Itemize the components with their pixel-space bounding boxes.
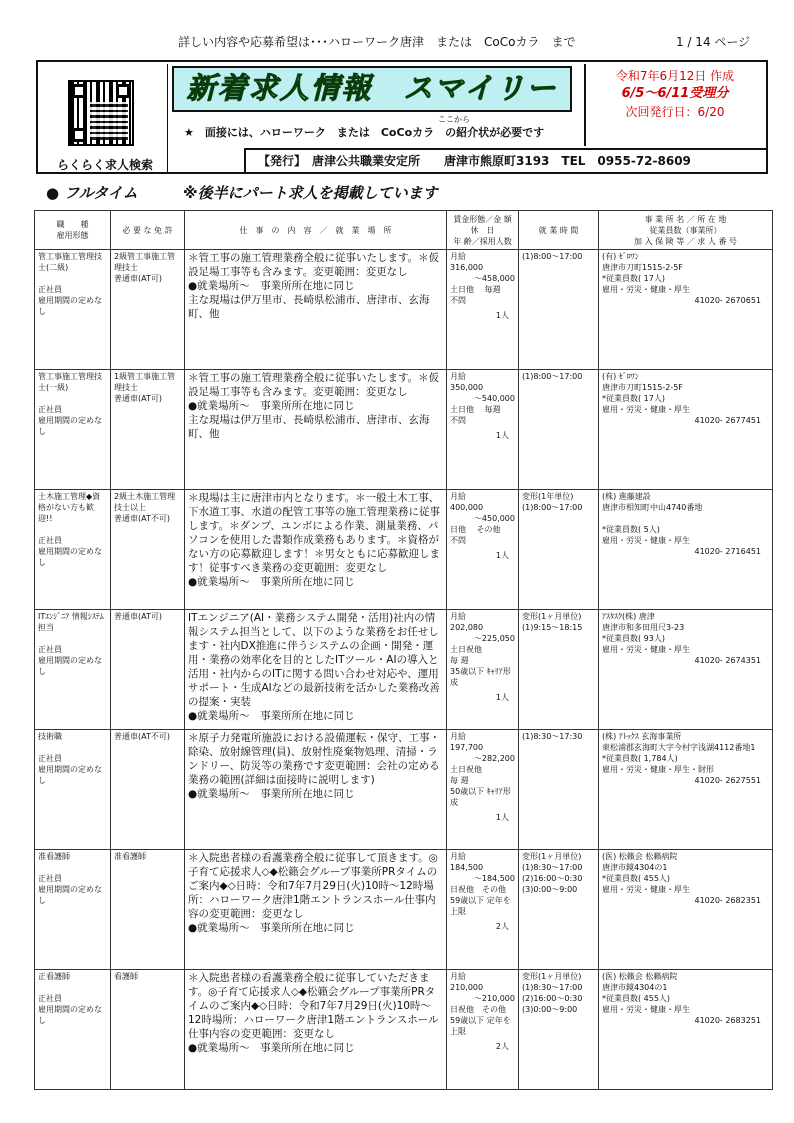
header-company: 事 業 所 名 ／ 所 在 地 従業員数（事業所） 加 入 保 険 等 ／ 求 人 番 号 xyxy=(599,211,773,250)
license-cell: 准看護師 xyxy=(111,850,185,970)
creation-date: 令和7年6月12日 作成 xyxy=(615,69,735,83)
hire-count: 1人 xyxy=(495,813,509,822)
wage-max: ～458,000 xyxy=(473,274,515,283)
wage-amount: 月給 184,500 xyxy=(450,852,484,872)
title-ruby: ここから xyxy=(438,115,470,124)
job-type-cell: 技術職 正社員 雇用期間の定めなし xyxy=(35,730,111,850)
wage-amount: 月給 210,000 xyxy=(450,972,484,992)
hours-cell: (1)8:00～17:00 xyxy=(519,370,599,490)
work-content-cell: ＊管工事の施工管理業務全般に従事いたします。＊仮設足場工事等も含みます。変更範囲：変更なし ●就業場所～ 事業所所在地に同じ 主な現場は伊万里市、長崎県松浦市、唐津市、玄海町、他 xyxy=(185,370,447,490)
license-cell: 普通車(AT不可) xyxy=(111,730,185,850)
wage-max: ～210,000 xyxy=(473,994,515,1003)
job-number: 41020- 2674351 xyxy=(694,656,761,665)
holiday-age: 日祝他 その他 59歳以下 定年を上限 xyxy=(450,885,511,916)
wage-cell xyxy=(447,490,519,610)
table-row[interactable] xyxy=(35,370,773,490)
title-banner xyxy=(172,66,572,112)
wage-cell xyxy=(447,610,519,730)
wage-amount: 月給 202,080 xyxy=(450,612,484,632)
publisher-info: 【発行】 唐津公共職業安定所 唐津市熊原町3193 TEL 0955-72-8609 xyxy=(244,148,766,172)
table-row[interactable] xyxy=(35,730,773,850)
job-number: 41020- 2716451 xyxy=(694,547,761,556)
referral-notice: ★ 面接には、ハローワーク または CoCoカラ の紹介状が必要です xyxy=(184,126,545,139)
hours-cell: 変形(1年単位) (1)8:00～17:00 xyxy=(519,490,599,610)
license-cell: 2級管工事施工管理技士 普通車(AT可) xyxy=(111,250,185,370)
table-header-row xyxy=(35,211,773,250)
header-job-type: 職 種 雇用形態 xyxy=(35,211,111,250)
wage-max: ～282,200 xyxy=(473,754,515,763)
license-cell: 2級土木施工管理技士以上 普通車(AT不可) xyxy=(111,490,185,610)
company-info: (有) ｾﾞﾛﾜﾝ 唐津市刀町1515-2-5F *従業員数( 17人) 雇用・労災・健康・厚生 xyxy=(602,372,690,414)
company-info: (医) 松籟会 松籟病院 唐津市鏡4304の1 *従業員数( 455人) 雇用・労災・健康・厚生 xyxy=(602,972,690,1014)
work-content-cell: ＊管工事の施工管理業務全般に従事いたします。＊仮設足場工事等も含みます。変更範囲：変更なし ●就業場所～ 事業所所在地に同じ 主な現場は伊万里市、長崎県松浦市、唐津市、玄海町、他 xyxy=(185,250,447,370)
wage-max: ～225,050 xyxy=(473,634,515,643)
wage-max: ～184,500 xyxy=(473,874,515,883)
wage-cell xyxy=(447,250,519,370)
next-issue-date: 次回発行日：6/20 xyxy=(625,105,725,119)
holiday-age: 土日祝他 毎 週 35歳以下 ｷｬﾘｱ形成 xyxy=(450,645,511,687)
work-content-cell: ＊原子力発電所施設における設備運転・保守、工事・除染、放射線管理(員)、放射性廃棄物処理、清掃・ランドリー、防災等の業務です変更範囲：会社の定める業務の範囲(詳細は面接時に説明します) ●就業場所～ 事業所所在地に同じ xyxy=(185,730,447,850)
company-info: (株) 進藤建設 唐津市相知町中山4740番地 *従業員数( 5人) 雇用・労災・健康・厚生 xyxy=(602,492,703,545)
hours-cell: 変形(1ヶ月単位) (1)8:30～17:00 (2)16:00～0:30 (3)0:00～9:00 xyxy=(519,970,599,1090)
header-hours: 就 業 時 間 xyxy=(519,211,599,250)
newsletter-header xyxy=(36,60,768,174)
work-content-cell: ITエンジニア(AI・業務システム開発・活用)社内の情報システム担当として、以下のような業務をお任せします・社内DX推進に伴うシステムの企画・開発・運用・業務の効率化を目的としたITツール・AIの導入と活用・社内からのITに関する問い合わせ対応や、運用サポート・生成AIなどの最新技術を活かした業務改善の提案・実装 ●就業場所～ 事業所所在地に同じ xyxy=(185,610,447,730)
wage-cell xyxy=(447,970,519,1090)
section-note: ※後半にパート求人を掲載しています xyxy=(183,184,438,202)
holiday-age: 土日他 毎週 不問 xyxy=(450,405,501,425)
job-number: 41020- 2670651 xyxy=(694,296,761,305)
license-cell: 普通車(AT可) xyxy=(111,610,185,730)
wage-cell xyxy=(447,370,519,490)
company-cell xyxy=(599,250,773,370)
company-cell xyxy=(599,970,773,1090)
wage-cell xyxy=(447,850,519,970)
table-row[interactable] xyxy=(35,850,773,970)
hours-cell: 変形(1ヶ月単位) (1)9:15～18:15 xyxy=(519,610,599,730)
job-type-cell: 管工事施工管理技士(一級) 正社員 雇用期間の定めなし xyxy=(35,370,111,490)
qr-code-icon[interactable] xyxy=(68,80,134,146)
holiday-age: 日祝他 その他 59歳以下 定年を上限 xyxy=(450,1005,511,1036)
section-heading xyxy=(46,182,438,203)
wage-amount: 月給 350,000 xyxy=(450,372,484,392)
page-indicator: 1 / 14 ページ xyxy=(676,35,751,49)
job-number: 41020- 2627551 xyxy=(694,776,761,785)
table-row[interactable] xyxy=(35,250,773,370)
hire-count: 1人 xyxy=(495,551,509,560)
job-type-cell: 管工事施工管理技士(二級) 正社員 雇用期間の定めなし xyxy=(35,250,111,370)
company-cell xyxy=(599,490,773,610)
issue-info xyxy=(584,64,764,146)
table-row[interactable] xyxy=(35,610,773,730)
company-info: (有) ｾﾞﾛﾜﾝ 唐津市刀町1515-2-5F *従業員数( 17人) 雇用・労災・健康・厚生 xyxy=(602,252,690,294)
job-type-cell: 正看護師 正社員 雇用期間の定めなし xyxy=(35,970,111,1090)
hours-cell: (1)8:00～17:00 xyxy=(519,250,599,370)
header-license: 必 要 な 免 許 xyxy=(111,211,185,250)
work-content-cell: ＊入院患者様の看護業務全般に従事していただきます。◎子育て応援求人◇◆松籟会グループ事業所PRタイムのご案内◆◇日時：令和7年7月29日(火)10時～12時場所：ハローワーク唐津1階エントランスホール仕事内容の変更範囲：変更なし ●就業場所～ 事業所所在地に同じ xyxy=(185,970,447,1090)
hire-count: 1人 xyxy=(495,431,509,440)
job-type-cell: 土木施工管理◆資格がない方も歓迎!! 正社員 雇用期間の定めなし xyxy=(35,490,111,610)
wage-amount: 月給 400,000 xyxy=(450,492,484,512)
acceptance-period: 6/5～6/11受理分 xyxy=(621,86,729,101)
job-number: 41020- 2683251 xyxy=(694,1016,761,1025)
hours-cell: 変形(1ヶ月単位) (1)8:30～17:00 (2)16:00～0:30 (3)0:00～9:00 xyxy=(519,850,599,970)
company-cell xyxy=(599,610,773,730)
wage-cell xyxy=(447,730,519,850)
table-row[interactable] xyxy=(35,970,773,1090)
job-listings-table xyxy=(34,210,773,1090)
company-cell xyxy=(599,730,773,850)
hire-count: 1人 xyxy=(495,693,509,702)
work-content-cell: ＊現場は主に唐津市内となります。＊一般土木工事、下水道工事、水道の配管工事等の施工管理業務に従事します。＊ダンプ、ユンボによる作業、測量業務、パソコンを使用した書類作成業務もあります。＊資格がない方の応募歓迎します！＊男女ともに応募歓迎します！従事すべき業務の変更範囲：変更なし ●就業場所～ 事業所所在地に同じ xyxy=(185,490,447,610)
job-type-cell: 准看護師 正社員 雇用期間の定めなし xyxy=(35,850,111,970)
contact-line xyxy=(0,34,794,50)
company-cell xyxy=(599,370,773,490)
license-cell: 看護師 xyxy=(111,970,185,1090)
work-content-cell: ＊入院患者様の看護業務全般に従事して頂きます。◎子育て応援求人◇◆松籟会グループ事業所PRタイムのご案内◆◇日時：令和7年7月29日(火)10時～12時場所：ハローワーク唐津1階エントランスホール仕事内容の変更範囲：変更なし ●就業場所～ 事業所所在地に同じ xyxy=(185,850,447,970)
section-title: ● フルタイム xyxy=(46,184,138,202)
job-number: 41020- 2682351 xyxy=(694,896,761,905)
job-number: 41020- 2677451 xyxy=(694,416,761,425)
holiday-age: 土日他 毎週 不問 xyxy=(450,285,501,305)
company-cell xyxy=(599,850,773,970)
header-wage: 賃金形態／金 額 休 日 年 齢／採用人数 xyxy=(447,211,519,250)
newsletter-title: 新着求人情報 スマイリー xyxy=(186,71,558,105)
wage-amount: 月給 316,000 xyxy=(450,252,484,272)
header-work-content: 仕 事 の 内 容 ／ 就 業 場 所 xyxy=(185,211,447,250)
table-row[interactable] xyxy=(35,490,773,610)
wage-max: ～540,000 xyxy=(473,394,515,403)
hire-count: 2人 xyxy=(495,1042,509,1051)
wage-amount: 月給 197,700 xyxy=(450,732,484,752)
company-info: (医) 松籟会 松籟病院 唐津市鏡4304の1 *従業員数( 455人) 雇用・労災・健康・厚生 xyxy=(602,852,690,894)
contact-text: 詳しい内容や応募希望は･･･ハローワーク唐津 または CoCoカラ まで xyxy=(178,35,576,49)
qr-label: らくらく求人検索 xyxy=(56,158,153,172)
license-cell: 1級管工事施工管理技士 普通車(AT可) xyxy=(111,370,185,490)
hire-count: 2人 xyxy=(495,922,509,931)
company-info: ｱｽﾀｽｸ(株) 唐津 唐津市和多田用尺3-23 *従業員数( 93人) 雇用・労災・健康・厚生 xyxy=(602,612,690,654)
holiday-age: 土日祝他 毎 週 50歳以下 ｷｬﾘｱ形成 xyxy=(450,765,511,807)
job-type-cell: ITｴﾝｼﾞﾆｱ 情報ｼｽﾃﾑ担当 正社員 雇用期間の定めなし xyxy=(35,610,111,730)
hours-cell: (1)8:30～17:30 xyxy=(519,730,599,850)
holiday-age: 日他 その他 不問 xyxy=(450,525,501,545)
qr-section xyxy=(42,64,168,172)
company-info: (株) ｱﾄｯｸｽ 玄海事業所 東松浦郡玄海町大字今村字浅湖4112番地1 *従業員数( 1,784人) 雇用・労災・健康・厚生・財形 xyxy=(602,732,756,774)
wage-max: ～450,000 xyxy=(473,514,515,523)
hire-count: 1人 xyxy=(495,311,509,320)
